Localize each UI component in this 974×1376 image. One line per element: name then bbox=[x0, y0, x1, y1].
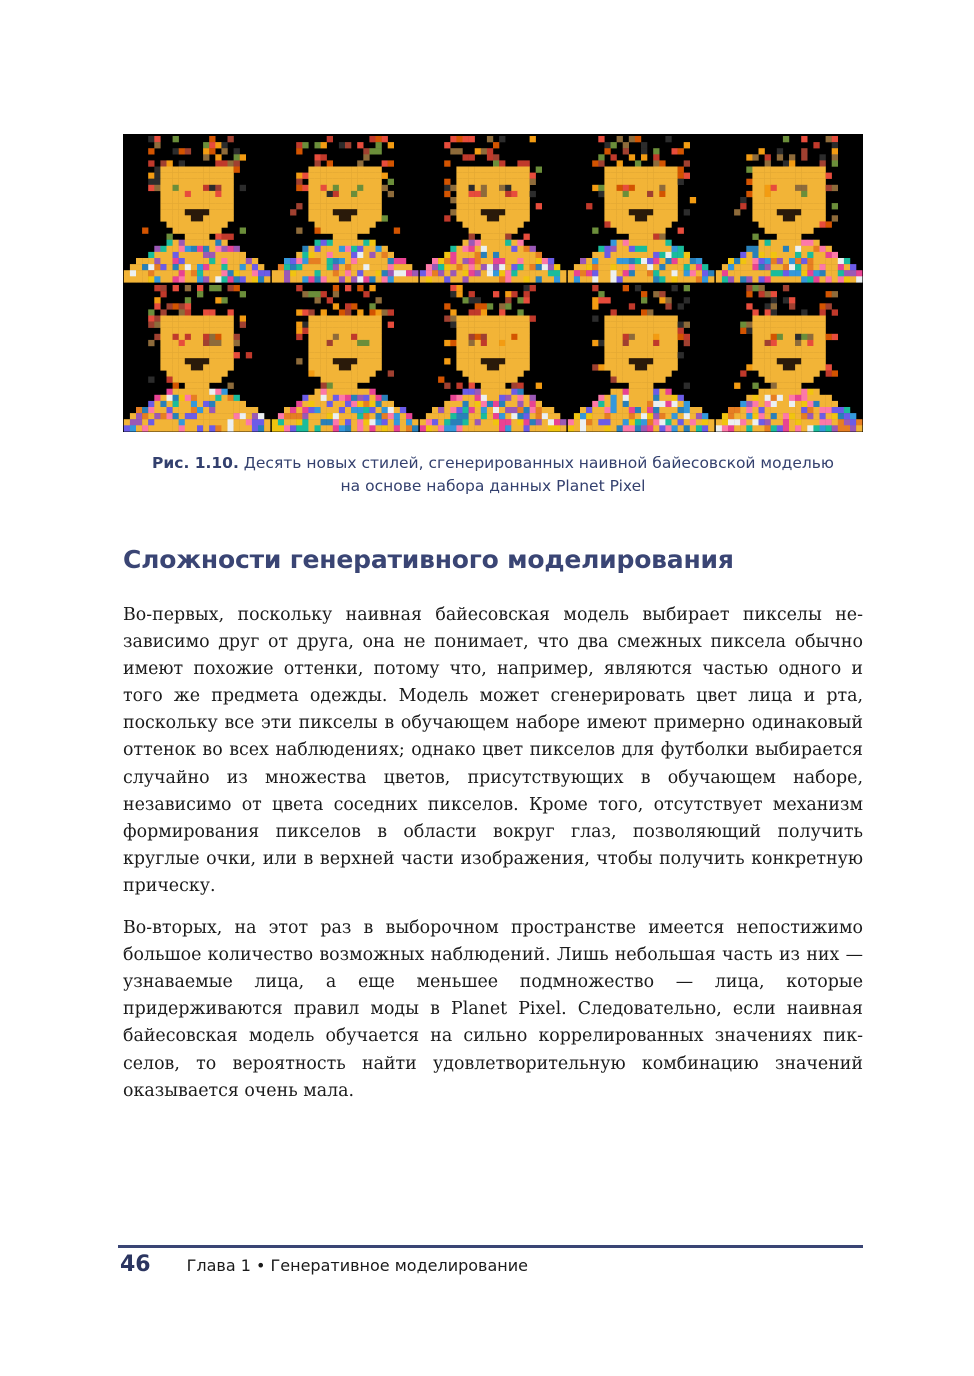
figure-caption bbox=[123, 452, 863, 498]
page-number: 46 bbox=[120, 1252, 151, 1277]
portrait bbox=[272, 285, 419, 432]
caption-label: Рис. 1.10. bbox=[152, 454, 239, 472]
paragraph-1: Во-первых, поскольку наивная байесовская модель выбирает пикселы независимо друг от друга, она не понимает, что два смежных пиксела обычно имеют похожие оттенки, потому что, например, являются частью одного и того же предмета одежды. Модель может сгенерировать цвет лица и рта, поскольку все эти пикселы в обучающем наборе имеют примерно одинаковый оттенок во всех наблюдениях; однако цвет пикселов для футболки выбирается случайно из множества цветов, присутствующих в обучающем наборе, независимо от цвета соседних пикселов. Кроме того, отсутствует механизм формирования пикселов в области вокруг глаз, позволяющий получить круглые очки, или в верхней части изображения, чтобы получить конкретную прическу. bbox=[123, 605, 863, 896]
portrait bbox=[568, 136, 715, 283]
portrait bbox=[716, 136, 863, 283]
page-footer bbox=[120, 1252, 528, 1277]
portrait bbox=[420, 136, 567, 283]
portrait bbox=[124, 136, 271, 283]
portraits-svg bbox=[123, 134, 863, 432]
portrait bbox=[272, 136, 419, 283]
portrait bbox=[568, 285, 715, 432]
paragraph-2: Во-вторых, на этот раз в выборочном пространстве имеется непостижимо большое количество возможных наблюдений. Лишь небольшая часть из них — узнаваемые лица, а еще меньшее подмножество — лица, которые придерживаются правил моды в Planet Pixel. Следовательно, если наивная байесовская модель обучается на сильно коррелированных значениях пикселов, то вероятность найти удовлетворительную комбинацию значений оказывается очень мала. bbox=[123, 918, 863, 1101]
caption-line1: Десять новых стилей, сгенерированных наивной байесовской моделью bbox=[238, 454, 834, 472]
figure-pixel-portraits bbox=[123, 134, 863, 432]
portrait bbox=[420, 285, 567, 432]
portrait bbox=[716, 285, 863, 432]
portrait bbox=[124, 285, 271, 432]
body-text bbox=[123, 602, 863, 1120]
caption-line2: на основе набора данных Planet Pixel bbox=[340, 477, 646, 495]
section-title: Сложности генеративного моделирования bbox=[123, 545, 734, 574]
footer-rule bbox=[118, 1245, 863, 1248]
running-head: Глава 1 • Генеративное моделирование bbox=[186, 1256, 528, 1275]
